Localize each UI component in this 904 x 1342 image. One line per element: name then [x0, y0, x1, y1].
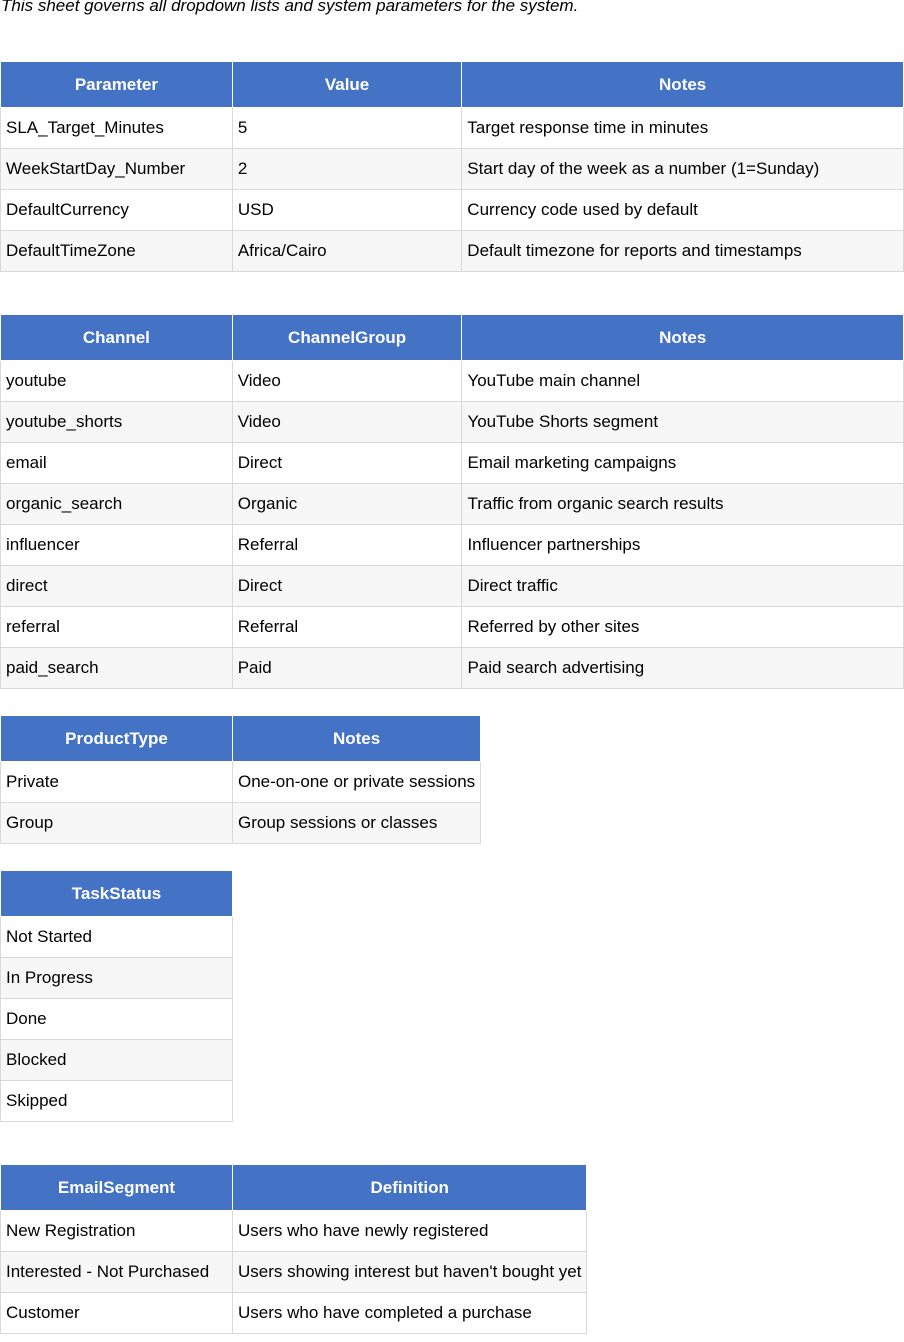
table-row [1, 648, 904, 689]
cell-notes: One-on-one or private sessions [233, 762, 481, 803]
column-header-producttype: ProductType [1, 716, 233, 762]
table-row [1, 1081, 233, 1122]
table-gap [0, 1122, 904, 1164]
parameters-table [0, 61, 904, 272]
cell-definition: Users who have newly registered [233, 1211, 587, 1252]
column-header-notes: Notes [462, 315, 904, 361]
cell-taskstatus: Done [1, 999, 233, 1040]
cell-channel: influencer [1, 525, 233, 566]
table-gap [0, 689, 904, 715]
cell-definition: Users showing interest but haven't bought yet [233, 1252, 587, 1293]
cell-definition: Users who have completed a purchase [233, 1293, 587, 1334]
column-header-notes: Notes [462, 62, 904, 108]
table-row [1, 361, 904, 402]
cell-channel: email [1, 443, 233, 484]
cell-channelgroup: Direct [232, 566, 462, 607]
cell-taskstatus: Skipped [1, 1081, 233, 1122]
task-status-table [0, 870, 233, 1122]
table-row [1, 958, 233, 999]
cell-notes: Default timezone for reports and timestamps [462, 231, 904, 272]
cell-notes: Start day of the week as a number (1=Sunday) [462, 149, 904, 190]
column-header-taskstatus: TaskStatus [1, 871, 233, 917]
cell-channelgroup: Video [232, 402, 462, 443]
table-row [1, 402, 904, 443]
table-row [1, 1293, 587, 1334]
cell-notes: Direct traffic [462, 566, 904, 607]
cell-notes: YouTube Shorts segment [462, 402, 904, 443]
email-segments-table [0, 1164, 587, 1334]
product-types-table [0, 715, 481, 844]
cell-channelgroup: Video [232, 361, 462, 402]
column-header-emailsegment: EmailSegment [1, 1165, 233, 1211]
cell-notes: Group sessions or classes [233, 803, 481, 844]
column-header-notes: Notes [233, 716, 481, 762]
cell-notes: Referred by other sites [462, 607, 904, 648]
table-row [1, 443, 904, 484]
cell-emailsegment: Interested - Not Purchased [1, 1252, 233, 1293]
cell-producttype: Private [1, 762, 233, 803]
cell-channelgroup: Referral [232, 607, 462, 648]
cell-value: USD [232, 190, 461, 231]
cell-value: Africa/Cairo [232, 231, 461, 272]
cell-channelgroup: Referral [232, 525, 462, 566]
cell-channel: paid_search [1, 648, 233, 689]
cell-channel: organic_search [1, 484, 233, 525]
cell-parameter: DefaultCurrency [1, 190, 233, 231]
table-row [1, 525, 904, 566]
cell-value: 5 [232, 108, 461, 149]
cell-parameter: WeekStartDay_Number [1, 149, 233, 190]
cell-parameter: DefaultTimeZone [1, 231, 233, 272]
table-row [1, 607, 904, 648]
cell-channelgroup: Direct [232, 443, 462, 484]
cell-producttype: Group [1, 803, 233, 844]
cell-taskstatus: Not Started [1, 917, 233, 958]
table-header-row [1, 62, 904, 108]
cell-value: 2 [232, 149, 461, 190]
cell-notes: Paid search advertising [462, 648, 904, 689]
table-row [1, 1040, 233, 1081]
table-header-row [1, 716, 481, 762]
column-header-parameter: Parameter [1, 62, 233, 108]
table-row [1, 1252, 587, 1293]
cell-taskstatus: Blocked [1, 1040, 233, 1081]
column-header-channel: Channel [1, 315, 233, 361]
cell-emailsegment: New Registration [1, 1211, 233, 1252]
table-row [1, 566, 904, 607]
table-row [1, 1211, 587, 1252]
table-header-row [1, 871, 233, 917]
table-row [1, 484, 904, 525]
cell-notes: YouTube main channel [462, 361, 904, 402]
table-gap [0, 272, 904, 314]
table-row [1, 190, 904, 231]
table-row [1, 762, 481, 803]
cell-channelgroup: Organic [232, 484, 462, 525]
cell-taskstatus: In Progress [1, 958, 233, 999]
channels-table [0, 314, 904, 689]
table-header-row [1, 1165, 587, 1211]
column-header-definition: Definition [233, 1165, 587, 1211]
table-row [1, 803, 481, 844]
table-row [1, 108, 904, 149]
column-header-value: Value [232, 62, 461, 108]
cell-notes: Influencer partnerships [462, 525, 904, 566]
cell-channelgroup: Paid [232, 648, 462, 689]
cell-channel: youtube_shorts [1, 402, 233, 443]
cell-notes: Currency code used by default [462, 190, 904, 231]
cell-emailsegment: Customer [1, 1293, 233, 1334]
cell-notes: Traffic from organic search results [462, 484, 904, 525]
cell-channel: referral [1, 607, 233, 648]
table-row [1, 917, 233, 958]
table-row [1, 149, 904, 190]
column-header-channelgroup: ChannelGroup [232, 315, 462, 361]
cell-notes: Email marketing campaigns [462, 443, 904, 484]
table-gap [0, 844, 904, 870]
table-row [1, 231, 904, 272]
cell-notes: Target response time in minutes [462, 108, 904, 149]
sheet-description: This sheet governs all dropdown lists and system parameters for the system. [1, 0, 579, 15]
cell-parameter: SLA_Target_Minutes [1, 108, 233, 149]
cell-channel: direct [1, 566, 233, 607]
table-row [1, 999, 233, 1040]
cell-channel: youtube [1, 361, 233, 402]
table-header-row [1, 315, 904, 361]
